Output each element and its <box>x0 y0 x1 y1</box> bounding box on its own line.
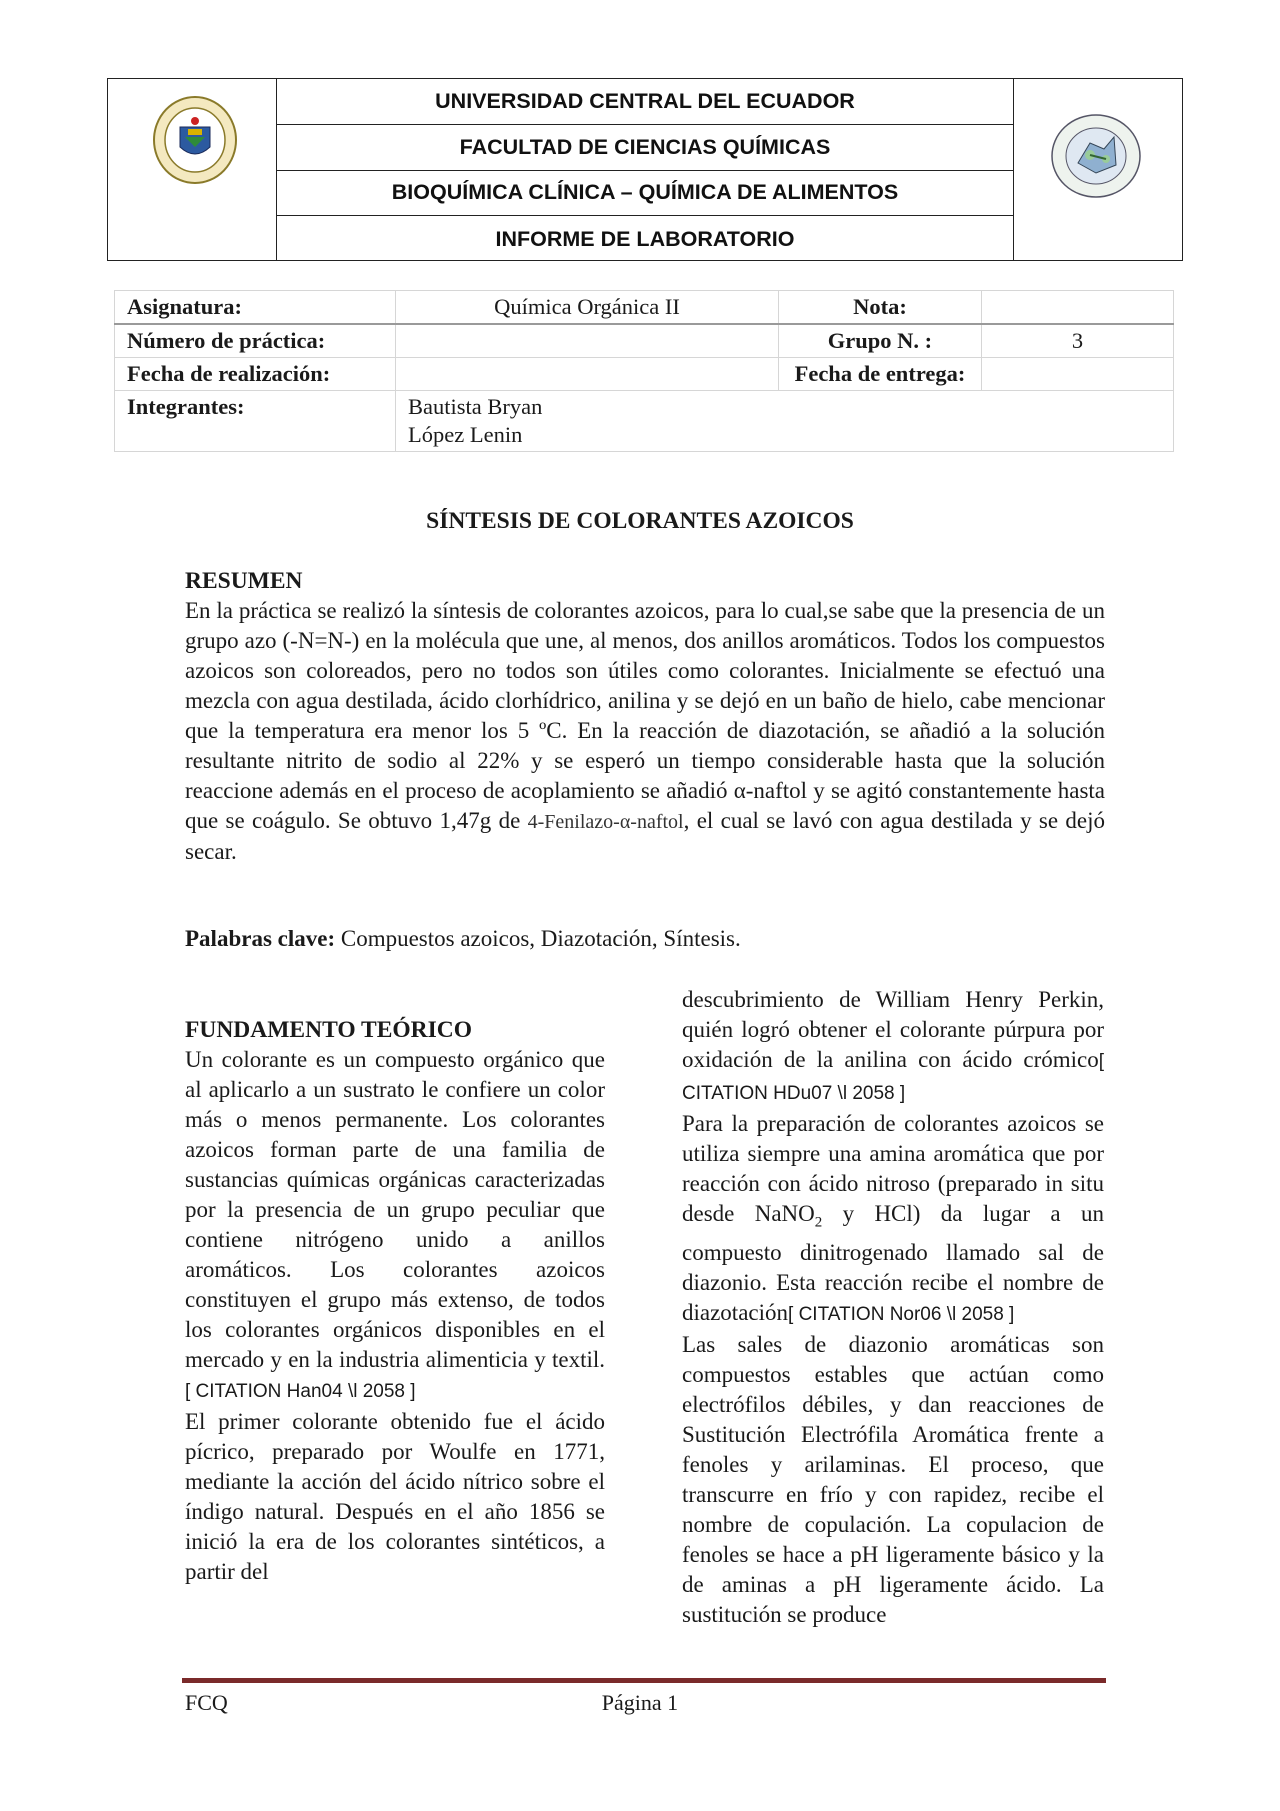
resumen-heading: RESUMEN <box>185 568 303 594</box>
citation: [ CITATION Han04 \l 2058 ] <box>185 1381 416 1402</box>
paragraph: El primer colorante obtenido fue el ácido pícrico, preparado por Woulfe en 1771, mediante la acción del ácido nítrico sobre el índigo natural. Después en el año 1856 se inició la era de los colorantes sintéticos, a partir del <box>185 1409 605 1584</box>
faculty-name: FACULTAD DE CIENCIAS QUÍMICAS <box>276 125 1014 171</box>
grupo-label: Grupo N. : <box>779 324 982 358</box>
compound-name: 4-Fenilazo-α-naftol <box>527 811 684 833</box>
nota-value <box>982 291 1174 325</box>
table-row <box>115 391 1174 452</box>
fecha-realizacion-label: Fecha de realización: <box>115 358 396 391</box>
paragraph <box>682 985 1104 1109</box>
footer-rule <box>182 1678 1106 1683</box>
paragraph <box>185 1045 605 1407</box>
integrantes-label: Integrantes: <box>115 391 396 452</box>
paragraph-text: Para la preparación de colorantes azoicos se utiliza siempre una amina aromática que por reacción con ácido nitroso (preparado in situ desde NaNO <box>682 1111 1104 1226</box>
page-title: SÍNTESIS DE COLORANTES AZOICOS <box>426 508 854 534</box>
grupo-value: 3 <box>982 324 1174 358</box>
university-name: UNIVERSIDAD CENTRAL DEL ECUADOR <box>276 79 1014 125</box>
paragraph <box>682 1109 1104 1330</box>
asignatura-label: Asignatura: <box>115 291 396 325</box>
asignatura-value: Química Orgánica II <box>396 291 779 325</box>
resumen-section <box>185 566 1105 867</box>
course-info-table <box>114 290 1174 452</box>
resumen-text-a: En la práctica se realizó la síntesis de colorantes azoicos, para lo cual,se sabe que la presencia de un grupo azo (-N=N-) en la molécula que une, al menos, dos anillos aromáticos. Todos los compuestos azoicos son coloreados, pero no todos son útiles como colorantes. Inicialmente se efectuó una mezcla con agua destilada, ácido clorhídrico, anilina y se dejó en un baño de hielo, cabe mencionar que la temperatura era menor los 5 ºC. En la reacción de diazotación, se añadió a la solución resultante nitrito de sodio al 22% y se esperó un tiempo considerable hasta que la solución reaccione además en el proceso de acoplamiento se añadió α-naftol y se agitó constantemente hasta que se coágulo. Se obtuvo 1,47g de <box>185 598 1105 833</box>
fecha-entrega-label: Fecha de entrega: <box>779 358 982 391</box>
subscript: 2 <box>814 1214 823 1231</box>
integrantes-value <box>396 391 1174 452</box>
paragraph: Las sales de diazonio aromáticas son compuestos estables que actúan como electrófilos débiles, y dan reacciones de Sustitución Electrófila Aromática frente a fenoles y arilaminas. El proceso, que transcurre en frío y con rapidez, recibe el nombre de copulación. La copulacion de fenoles se hace a pH ligeramente básico y la de aminas a pH ligeramente ácido. La sustitución se produce <box>682 1331 1104 1627</box>
footer-left: FCQ <box>185 1690 228 1715</box>
keywords-label: Palabras clave: <box>185 926 336 951</box>
citation: [ CITATION Nor06 \l 2058 ] <box>788 1303 1015 1325</box>
logo-right-cell <box>1013 79 1182 260</box>
numero-label: Número de práctica: <box>115 324 396 358</box>
report-type: INFORME DE LABORATORIO <box>495 226 795 251</box>
nota-label: Nota: <box>779 291 982 325</box>
university-seal-icon <box>152 95 238 185</box>
keywords <box>185 926 1105 952</box>
fundamento-left-column <box>185 1015 605 1587</box>
career-name: BIOQUÍMICA CLÍNICA – QUÍMICA DE ALIMENTOS <box>276 171 1014 217</box>
page-number: Página 1 <box>601 1690 679 1715</box>
resumen-text <box>185 596 1105 867</box>
table-row <box>115 291 1174 325</box>
resumen-text-b: , el cual se lavó con agua destilada y se dejó secar. <box>185 808 1105 864</box>
faculty-seal-icon <box>1050 113 1142 199</box>
fundamento-heading: FUNDAMENTO TEÓRICO <box>185 1017 473 1043</box>
document-header <box>107 78 1183 261</box>
citation: [ CITATION HDu07 \l 2058 ] <box>682 1051 1104 1104</box>
paragraph-text: descubrimiento de William Henry Perkin, quién logró obtener el colorante púrpura por oxidación de la anilina con ácido crómico <box>682 987 1104 1072</box>
fundamento-right-column <box>682 985 1104 1630</box>
paragraph-text: Un colorante es un compuesto orgánico que al aplicarlo a un sustrato le confiere un color más o menos permanente. Los colorantes azoicos forman parte de una familia de sustancias químicas orgánicas caracterizadas por la presencia de un grupo peculiar que contiene nitrógeno unido a anillos aromáticos. Los colorantes azoicos constituyen el grupo más extenso, de todos los colorantes orgánicos disponibles en el mercado y en la industria alimenticia y textil. <box>185 1047 605 1372</box>
header-titles <box>276 79 1014 260</box>
fecha-realizacion-value <box>396 358 779 391</box>
keywords-value: Compuestos azoicos, Diazotación, Síntesis. <box>335 926 741 951</box>
table-row <box>115 324 1174 358</box>
fecha-entrega-value <box>982 358 1174 391</box>
table-row <box>115 358 1174 391</box>
paragraph-text: y HCl) da lugar a un compuesto dinitrogenado llamado sal de diazonio. Esta reacción recibe el nombre de diazotación <box>682 1201 1104 1325</box>
numero-value <box>396 324 779 358</box>
integrante-2: López Lenin <box>408 422 523 447</box>
integrante-1: Bautista Bryan <box>408 394 543 419</box>
logo-left-cell <box>108 79 277 260</box>
